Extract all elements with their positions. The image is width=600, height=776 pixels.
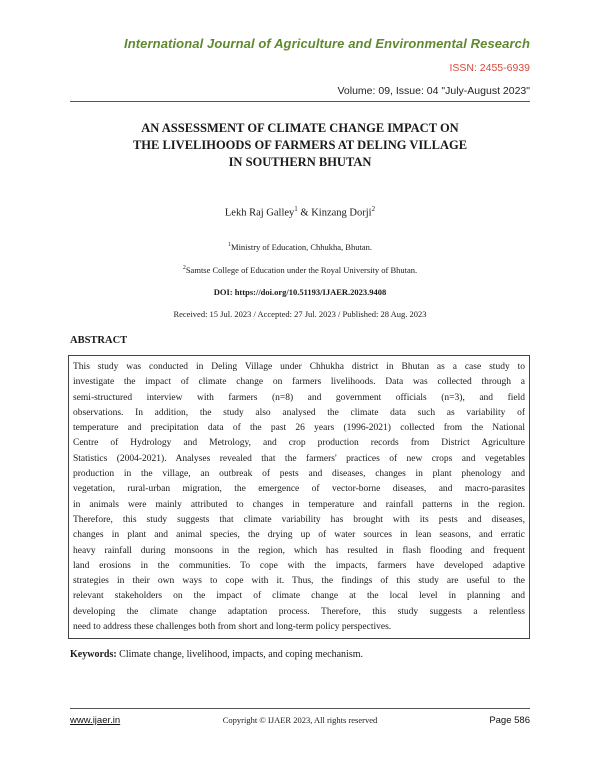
title-line: THE LIVELIHOODS OF FARMERS AT DELING VILLAGE [132,138,468,152]
footer-divider [70,708,530,709]
publication-dates: Received: 15 Jul. 2023 / Accepted: 27 Jul. 2023 / Published: 28 Aug. 2023 [173,309,427,319]
keywords-text: Climate change, livelihood, impacts, and coping mechanism. [116,649,363,660]
author-name: Lekh Raj Galley [224,207,295,219]
title-line: AN ASSESSMENT OF CLIMATE CHANGE IMPACT ON [141,121,459,135]
author-affiliation-marker: 1 [294,205,298,213]
author-name: Kinzang Dorji [311,207,372,219]
affiliation-text: Ministry of Education, Chhukha, Bhutan. [231,242,372,252]
journal-name: International Journal of Agriculture and Environmental Research [123,36,530,51]
abstract-line: changes in plant and animal species, the drying up of water sources in lean seasons, and erratic [73,530,525,541]
affiliation [70,265,530,275]
abstract-line: Centre of Hydrology and Metrology, and crop production records from District Agriculture [73,438,525,449]
doi-link[interactable]: DOI: https://doi.org/10.51193/IJAER.2023.9408 [213,287,387,297]
abstract-line: production in the village, an outbreak of pests and diseases, changes in plant phenology and [73,469,525,480]
abstract-line: vegetation, rural-urban migration, the emergence of vector-borne diseases, and macro-parasites [73,484,525,495]
page-number: Page 586 [489,715,530,726]
abstract-heading: ABSTRACT [70,335,128,346]
abstract-box [68,355,530,639]
abstract-line: need to address these challenges both from short and long-term policy perspectives. [73,622,392,633]
volume-issue-label: Volume: 09, Issue: 04 "July-August 2023" [337,85,530,97]
abstract-line: developing the climate change adaptation process. Therefore, this study suggests a relentless [73,606,525,617]
keywords [70,649,530,660]
keywords-label: Keywords: [70,649,117,660]
title-line: IN SOUTHERN BHUTAN [228,155,372,169]
abstract-line: strategies in their own ways to cope with it. Thus, the findings of this study are useful to the [73,576,525,587]
affiliation [70,242,530,252]
issn-label: ISSN: 2455-6939 [449,62,530,74]
abstract-line: relevant stakeholders on the impact of climate change at the local level in planning and [73,591,525,602]
abstract-line: land erosions in the communities. To cope with the impacts, farmers have developed adaptive [73,560,525,571]
author-list [70,205,530,219]
abstract-line: in animals were mainly attributed to changes in temperature and rainfall patterns in the region. [73,499,525,510]
affiliation-marker: 1 [228,242,232,249]
page-footer [70,715,530,729]
copyright-notice: Copyright © IJAER 2023, All rights reserved [222,715,378,725]
abstract-line: investigate the impact of climate change on farmers livelihoods. Data was collected through a [73,377,525,388]
abstract-line: temperature and precipitation data of the past 26 years (1996-2021) collected from the National [73,423,525,434]
abstract-line: Statistics (2004-2021). Analyses revealed that the farmers' practices of new crops and vegetables [73,453,525,464]
website-link[interactable]: www.ijaer.in [70,715,121,726]
affiliation-marker: 2 [182,265,186,272]
abstract-line: Therefore, this study suggests that climate variability has brought with its pests and diseases, [73,514,525,525]
abstract-line: heavy rainfall during monsoons in the region, which has resulted in flash flooding and frequent [73,545,525,556]
affiliation-text: Samtse College of Education under the Royal University of Bhutan. [185,265,418,275]
author-joiner: & [297,207,312,219]
abstract-line: semi-structured interview with farmers (n=8) and government officials (n=3), and field [73,392,525,403]
paper-title [70,120,530,171]
author-affiliation-marker: 2 [371,205,376,213]
abstract-line: This study was conducted in Deling Village under Chhukha district in Bhutan as a case study to [73,362,525,372]
abstract-line: observations. In addition, the study also analysed the climate data such as variability of [73,407,525,418]
header-divider [70,101,530,102]
